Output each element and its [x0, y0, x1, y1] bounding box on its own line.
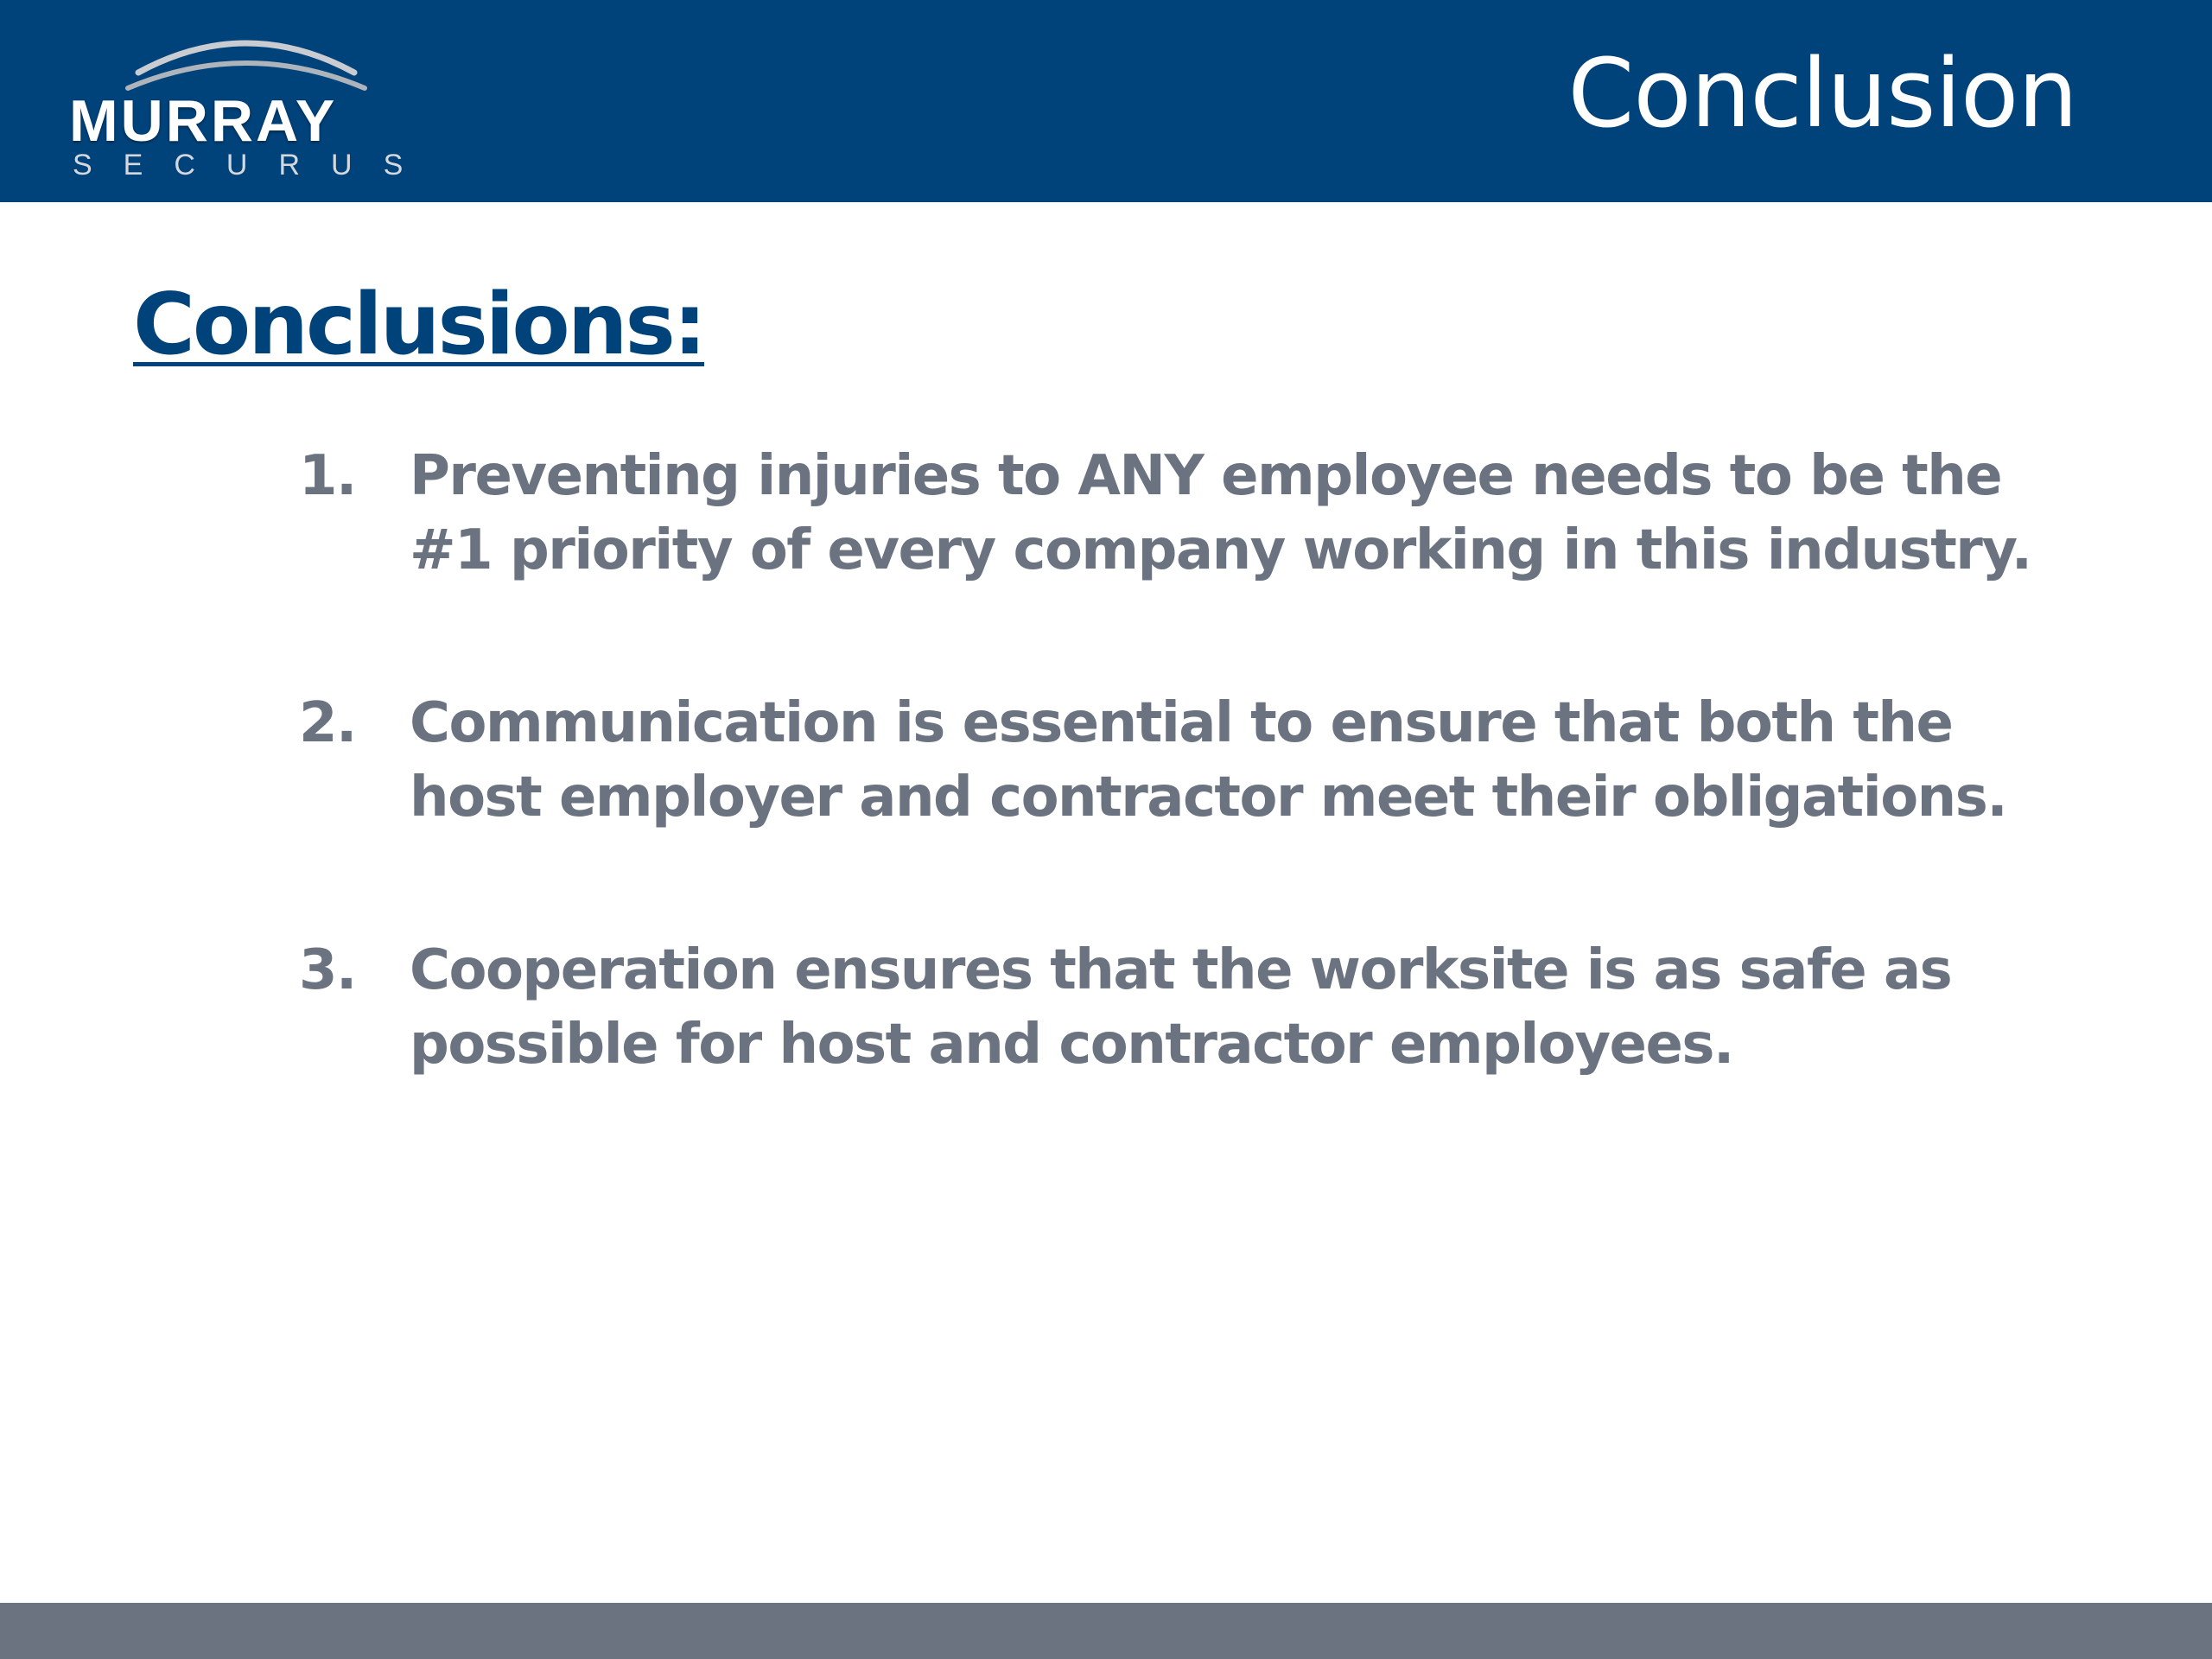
item-number: 3. [299, 938, 356, 1002]
item-text: Preventing injuries to ANY employee needs to be the #1 priority of every company working in this industry. [410, 444, 2031, 582]
list-item [294, 933, 2048, 1082]
list-item [294, 439, 2048, 588]
list-item [294, 686, 2048, 835]
footer-bar [0, 1603, 2212, 1659]
logo-name: MURRAY [69, 88, 338, 154]
section-heading: Conclusions: [133, 276, 705, 374]
item-text: Communication is essential to ensure that both the host employer and contractor meet their obligations. [410, 691, 2007, 830]
slide-title: Conclusion [1567, 38, 2077, 149]
conclusion-list [294, 439, 2048, 1180]
murray-securus-logo [69, 22, 435, 183]
item-number: 1. [299, 444, 356, 508]
header-bar [0, 0, 2212, 202]
item-text: Cooperation ensures that the worksite is as safe as possible for host and contractor employees. [410, 938, 1952, 1077]
logo-subtitle: SECURUS [73, 149, 435, 181]
item-number: 2. [299, 691, 356, 755]
logo-arc-icon [121, 22, 372, 92]
